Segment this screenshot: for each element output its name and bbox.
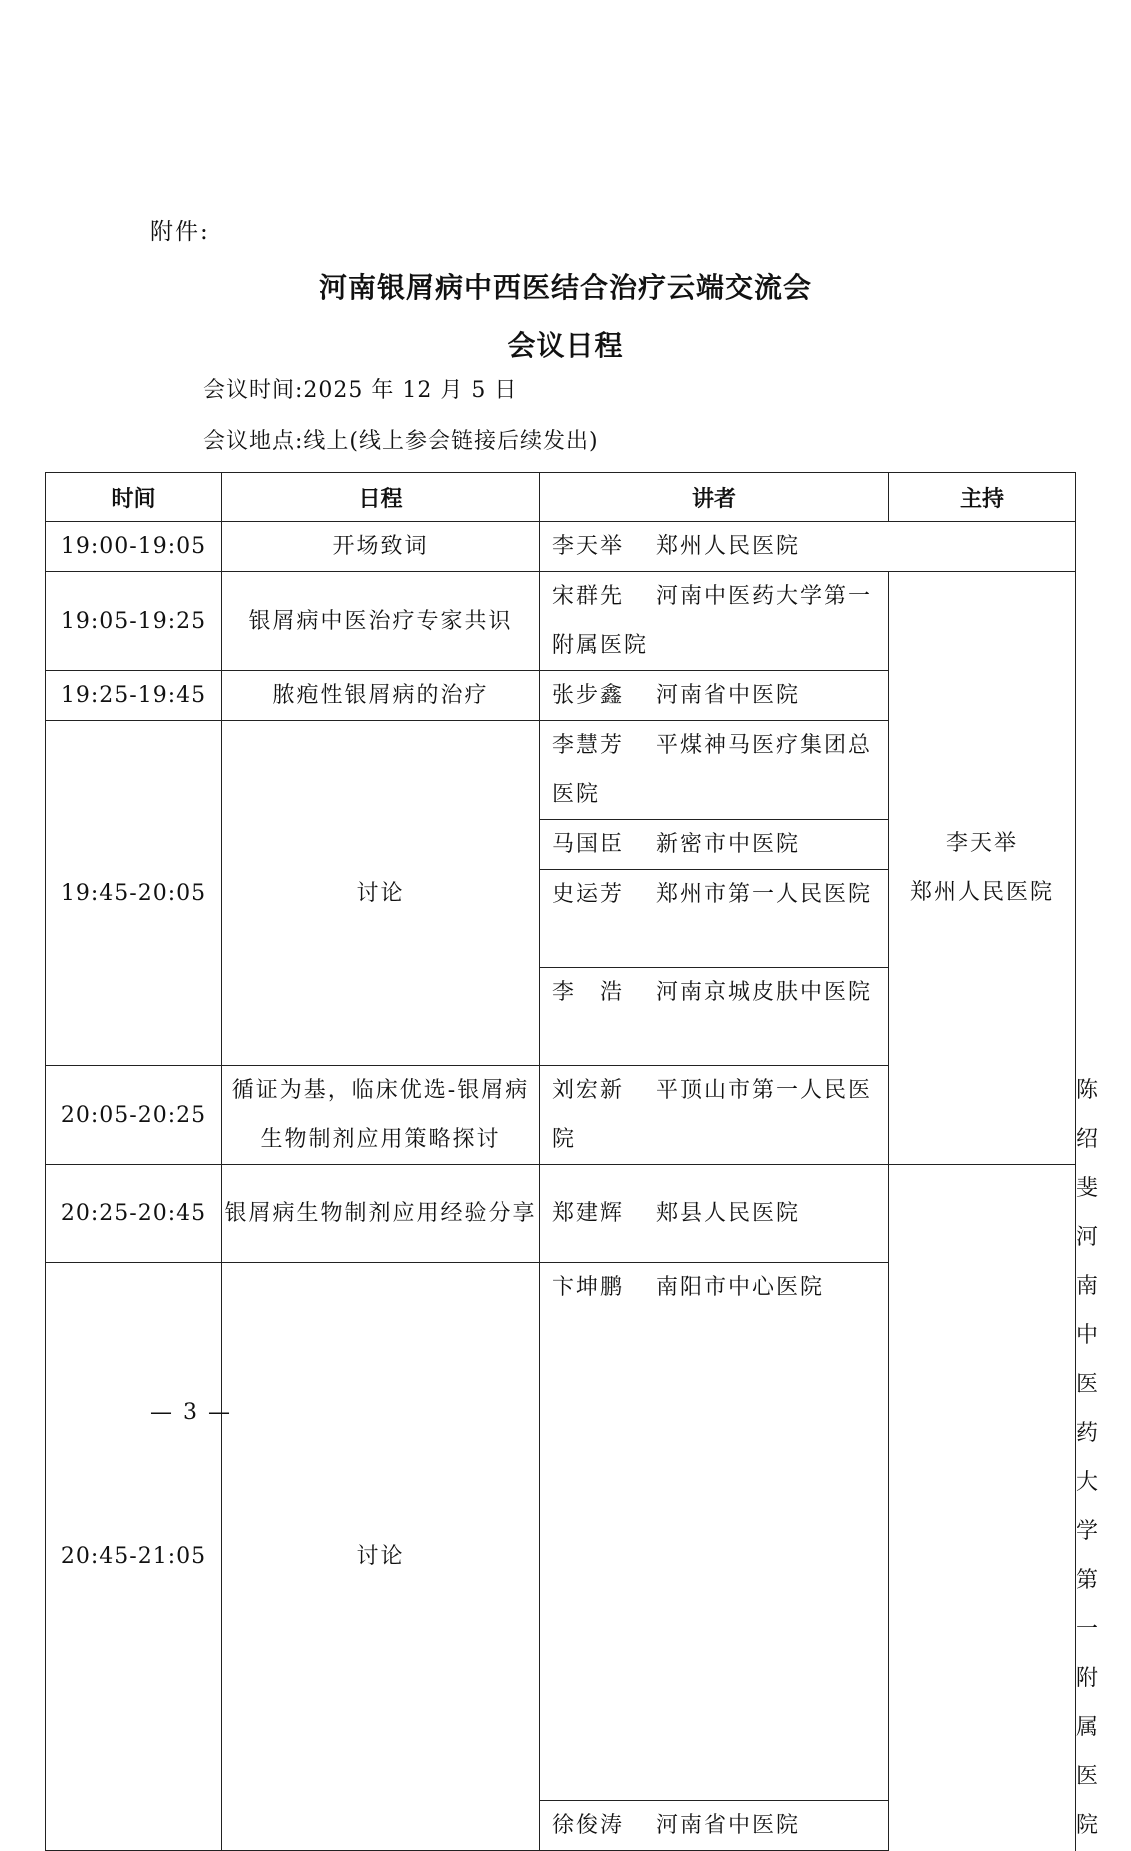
meeting-time: 会议时间:2025 年 12 月 5 日 xyxy=(203,378,518,403)
time-cell: 19:00-19:05 xyxy=(46,522,222,572)
speaker-name: 李天举 xyxy=(552,534,625,559)
speaker-cell xyxy=(540,968,889,1066)
speaker-cell xyxy=(540,721,889,820)
speaker-cell xyxy=(540,1801,889,1851)
speaker-org: 平顶山市第一人民医院 xyxy=(552,1078,873,1152)
speaker-org: 郑州人民医院 xyxy=(656,534,801,559)
speaker-cell xyxy=(540,1263,889,1801)
host-org: 郑州人民医院 xyxy=(909,880,1054,905)
speaker-org: 平煤神马医疗集团总医院 xyxy=(552,733,873,807)
attachment-label: 附件: xyxy=(150,219,210,245)
host-cell xyxy=(889,572,1076,1165)
agenda-cell: 讨论 xyxy=(222,1263,540,1851)
speaker-name: 宋群先 xyxy=(552,584,625,609)
speaker-name: 卞坤鹏 xyxy=(552,1275,625,1300)
header-host: 主持 xyxy=(889,473,1076,522)
time-cell: 19:45-20:05 xyxy=(46,721,222,1066)
agenda-cell: 开场致词 xyxy=(222,522,540,572)
meeting-place: 会议地点:线上(线上参会链接后续发出) xyxy=(203,429,599,454)
speaker-cell xyxy=(540,820,889,870)
table-row xyxy=(46,572,1076,671)
speaker-org: 南阳市中心医院 xyxy=(656,1275,825,1300)
speaker-org: 新密市中医院 xyxy=(656,832,801,857)
speaker-cell xyxy=(540,671,889,721)
table-row xyxy=(46,1263,1076,1801)
speaker-cell xyxy=(540,572,889,671)
speaker-name: 徐俊涛 xyxy=(552,1813,625,1838)
host-name: 李天举 xyxy=(945,831,1018,856)
schedule-table xyxy=(45,472,1101,1851)
time-cell: 19:25-19:45 xyxy=(46,671,222,721)
speaker-org: 河南省中医院 xyxy=(656,683,801,708)
time-cell: 20:45-21:05 xyxy=(46,1263,222,1851)
speaker-name: 李 浩 xyxy=(552,980,625,1005)
agenda-cell: 脓疱性银屑病的治疗 xyxy=(222,671,540,721)
time-cell: 19:05-19:25 xyxy=(46,572,222,671)
table-header-row xyxy=(46,473,1076,522)
agenda-cell: 银屑病生物制剂应用经验分享 xyxy=(222,1165,540,1263)
table-row xyxy=(46,522,1076,572)
speaker-name: 李慧芳 xyxy=(552,733,625,758)
speaker-name: 马国臣 xyxy=(552,832,625,857)
time-cell: 20:05-20:25 xyxy=(46,1066,222,1165)
speaker-org: 河南中医药大学第一附属医院 xyxy=(552,584,873,658)
time-cell: 20:25-20:45 xyxy=(46,1165,222,1263)
agenda-cell: 银屑病中医治疗专家共识 xyxy=(222,572,540,671)
document-title: 河南银屑病中西医结合治疗云端交流会 xyxy=(318,271,812,304)
speaker-name: 张步鑫 xyxy=(552,683,625,708)
speaker-org: 河南省中医院 xyxy=(656,1813,801,1838)
table-row xyxy=(46,1165,1076,1263)
header-agenda: 日程 xyxy=(222,473,540,522)
document-subtitle: 会议日程 xyxy=(507,329,624,362)
speaker-cell xyxy=(540,870,889,968)
agenda-cell: 讨论 xyxy=(222,721,540,1066)
header-time: 时间 xyxy=(46,473,222,522)
agenda-cell: 循证为基，临床优选-银屑病生物制剂应用策略探讨 xyxy=(222,1066,540,1165)
speaker-cell xyxy=(540,522,1076,572)
header-speaker: 讲者 xyxy=(540,473,889,522)
speaker-org: 郏县人民医院 xyxy=(656,1201,801,1226)
speaker-name: 郑建辉 xyxy=(552,1201,625,1226)
speaker-cell xyxy=(540,1165,889,1263)
table-row: 20:05-20:25 循证为基，临床优选-银屑病生物制剂应用策略探讨 刘宏新 平顶山市第一人民医院 陈绍斐 河南中医药大学第一附属医院 xyxy=(46,1066,1076,1165)
page-number: — 3 — xyxy=(150,1400,232,1425)
speaker-name: 刘宏新 xyxy=(552,1078,625,1103)
speaker-org: 河南京城皮肤中医院 xyxy=(656,980,873,1005)
speaker-org: 郑州市第一人民医院 xyxy=(656,882,873,907)
speaker-cell xyxy=(540,1066,889,1165)
speaker-name: 史运芳 xyxy=(552,882,625,907)
